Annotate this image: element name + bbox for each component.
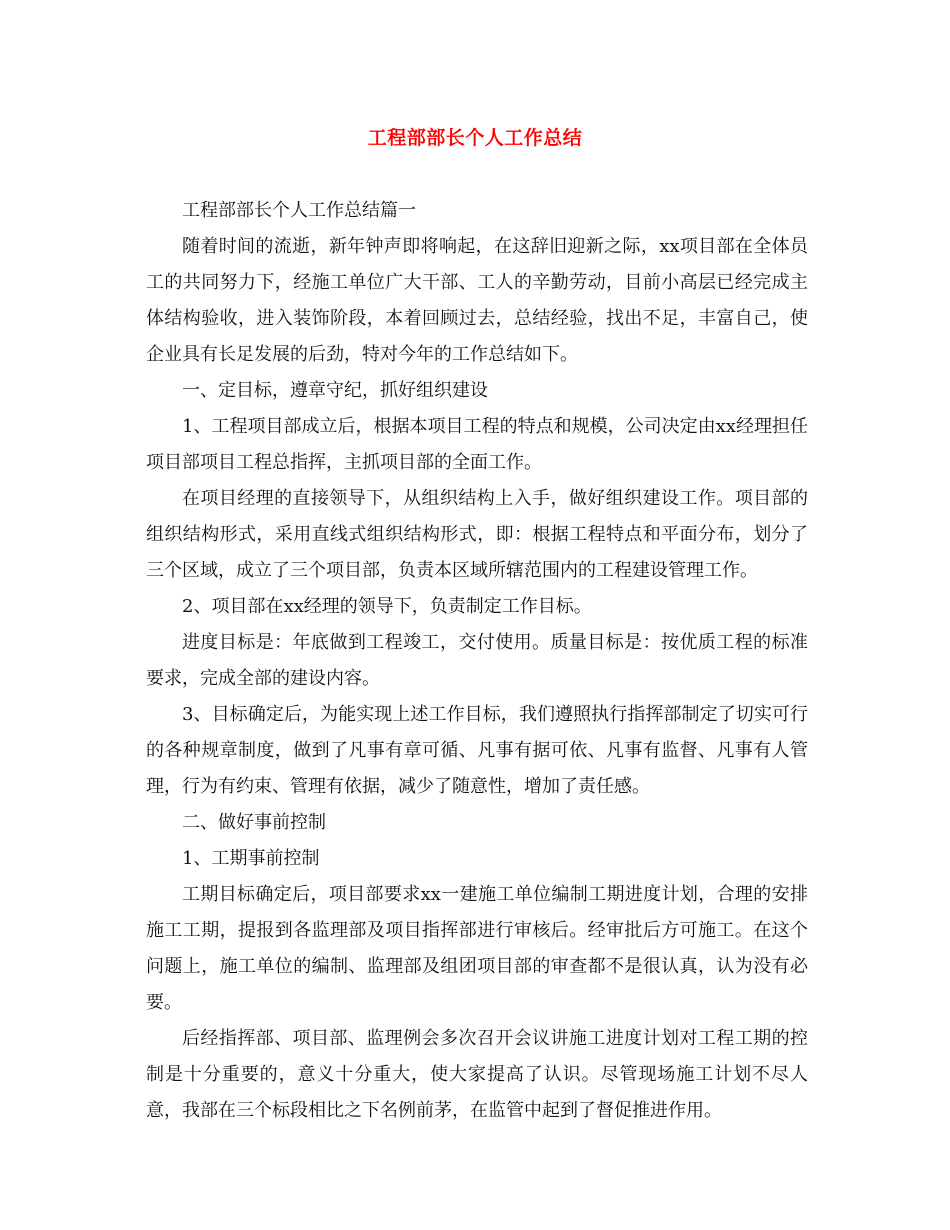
body-paragraph: 在项目经理的直接领导下，从组织结构上入手，做好组织建设工作。项目部的组织结构形式，采用直线式组织结构形式，即：根据工程特点和平面分布，划分了三个区域，成立了三个项目部，负责本区域所辖范围内的工程建设管理工作。 [146,488,808,581]
document-body [146,193,808,1129]
section-heading: 一、定目标，遵章守纪，抓好组织建设 [182,380,488,401]
body-paragraph: 3、目标确定后，为能实现上述工作目标，我们遵照执行指挥部制定了切实可行的各种规章制度，做到了凡事有章可循、凡事有据可依、凡事有监督、凡事有人管理，行为有约束、管理有依据，减少了随意性，增加了责任感。 [146,704,808,797]
body-paragraph: 1、工程项目部成立后，根据本项目工程的特点和规模，公司决定由xx经理担任项目部项目工程总指挥，主抓项目部的全面工作。 [146,416,808,473]
body-paragraph: 后经指挥部、项目部、监理例会多次召开会议讲施工进度计划对工程工期的控制是十分重要的，意义十分重大，使大家提高了认识。尽管现场施工计划不尽人意，我部在三个标段相比之下名例前茅，在监管中起到了督促推进作用。 [146,1028,808,1121]
section-heading: 工程部部长个人工作总结篇一 [182,200,416,221]
body-paragraph: 进度目标是：年底做到工程竣工，交付使用。质量目标是：按优质工程的标准要求，完成全部的建设内容。 [146,632,808,689]
body-paragraph: 工期目标确定后，项目部要求xx一建施工单位编制工期进度计划，合理的安排施工工期，提报到各监理部及项目指挥部进行审核后。经审批后方可施工。在这个问题上，施工单位的编制、监理部及组团项目部的审查都不是很认真，认为没有必要。 [146,884,808,1013]
section-heading: 二、做好事前控制 [182,812,326,833]
body-paragraph: 随着时间的流逝，新年钟声即将响起，在这辞旧迎新之际，xx项目部在全体员工的共同努力下，经施工单位广大干部、工人的辛勤劳动，目前小高层已经完成主体结构验收，进入装饰阶段，本着回顾过去，总结经验，找出不足，丰富自己，使企业具有长足发展的后劲，特对今年的工作总结如下。 [146,236,808,365]
body-paragraph: 2、项目部在xx经理的领导下，负责制定工作目标。 [182,596,592,617]
subsection-heading: 1、工期事前控制 [182,848,320,869]
document-title: 工程部部长个人工作总结 [367,127,583,149]
